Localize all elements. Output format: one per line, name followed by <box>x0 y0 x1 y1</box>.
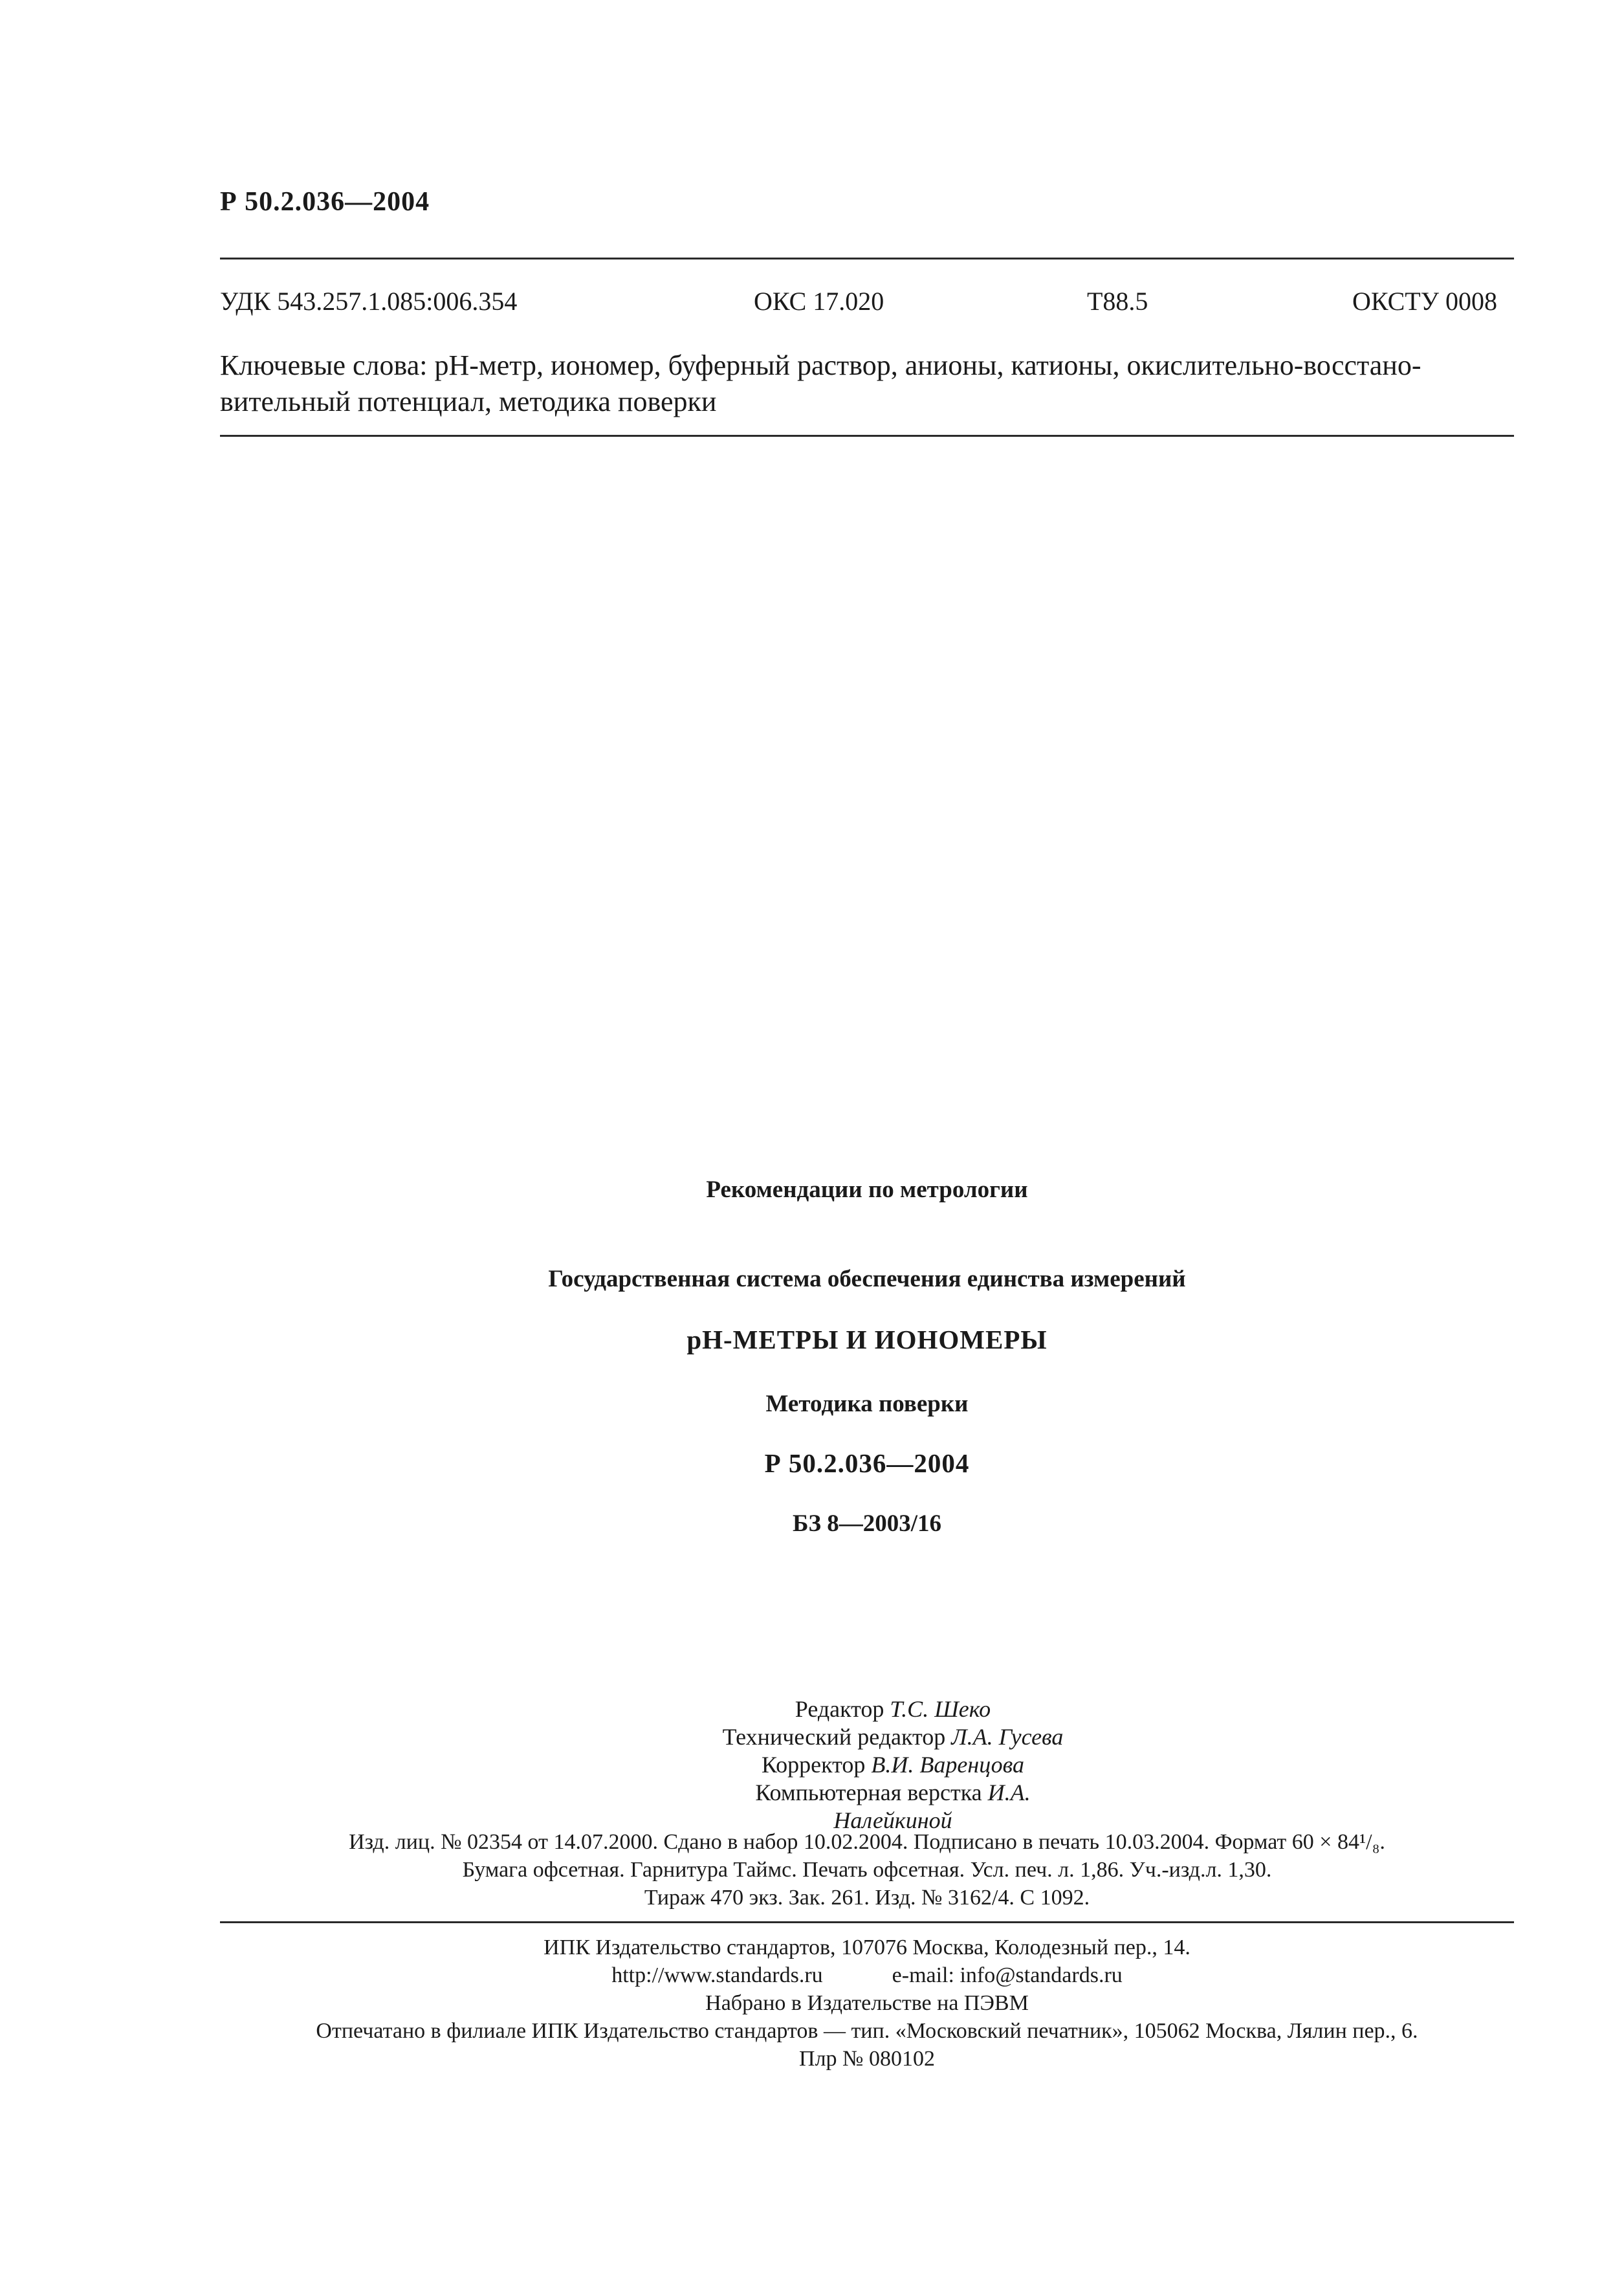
udk-code: УДК 543.257.1.085:006.354 <box>220 287 518 316</box>
top-divider <box>220 258 1514 259</box>
system-title: Государственная система обеспечения единства измерений <box>548 1266 1186 1292</box>
keywords <box>220 347 1514 420</box>
category-title: Рекомендации по метрологии <box>706 1176 1028 1203</box>
credit-tech-editor: Технический редактор Л.А. Гусева <box>722 1724 1064 1750</box>
publisher-block <box>220 1934 1514 2073</box>
credit-corrector: Корректор В.И. Варенцова <box>761 1752 1025 1778</box>
credits-block <box>699 1695 1087 1835</box>
okstu-code: ОКСТУ 0008 <box>1352 287 1498 316</box>
document-code-center: Р 50.2.036—2004 <box>764 1448 970 1478</box>
t-code: Т88.5 <box>1087 287 1148 316</box>
imprint-line-3: Тираж 470 экз. Зак. 261. Изд. № 3162/4. С 1092. <box>644 1886 1090 1910</box>
credit-editor: Редактор Т.С. Шеко <box>795 1696 991 1722</box>
imprint-divider <box>220 1921 1514 1923</box>
imprint-block <box>220 1828 1514 1912</box>
document-name: рН-МЕТРЫ И ИОНОМЕРЫ <box>686 1325 1048 1354</box>
document-subtitle: Методика поверки <box>765 1391 969 1417</box>
keywords-line-1: Ключевые слова: рН-метр, иономер, буферный раствор, анионы, катионы, окислительно-восстано- <box>220 349 1421 381</box>
credit-layout: Компьютерная верстка И.А. Налейкиной <box>755 1780 1031 1833</box>
publisher-line-3: Набрано в Издательстве на ПЭВМ <box>705 1991 1029 2015</box>
publisher-contacts <box>220 1961 1514 1989</box>
publisher-line-4: Отпечатано в филиале ИПК Издательство стандартов — тип. «Московский печатник», 105062 Москва, Лялин пер., 6. <box>316 2019 1418 2043</box>
imprint-line-1: Изд. лиц. № 02354 от 14.07.2000. Сдано в набор 10.02.2004. Подписано в печать 10.03.2004. Формат 60 × 84¹/₈. <box>349 1830 1385 1854</box>
keywords-divider <box>220 435 1514 437</box>
publisher-line-1: ИПК Издательство стандартов, 107076 Москва, Колодезный пер., 14. <box>543 1936 1191 1959</box>
document-code: Р 50.2.036—2004 <box>220 187 430 217</box>
publisher-url: http://www.standards.ru <box>611 1963 823 1987</box>
publisher-line-5: Плр № 080102 <box>799 2047 935 2071</box>
publisher-email: e-mail: info@standards.ru <box>892 1963 1123 1987</box>
imprint-line-2: Бумага офсетная. Гарнитура Таймс. Печать офсетная. Усл. печ. л. 1,86. Уч.-изд.л. 1,30. <box>462 1858 1272 1882</box>
bz-code: БЗ 8—2003/16 <box>792 1510 942 1537</box>
keywords-line-2: вительный потенциал, методика поверки <box>220 386 717 417</box>
oks-code: ОКС 17.020 <box>754 287 884 316</box>
